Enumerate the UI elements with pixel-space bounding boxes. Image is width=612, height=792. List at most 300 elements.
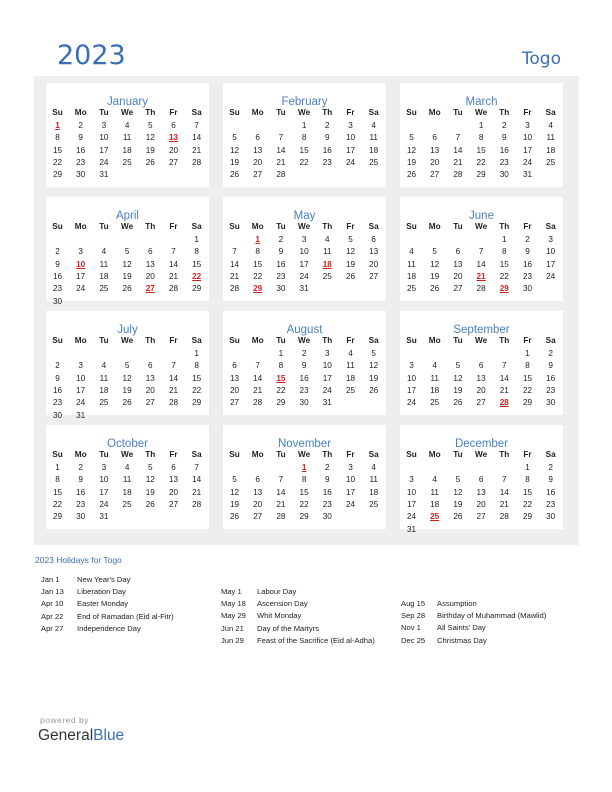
calendar-day: 18 [99,385,109,395]
calendar-day: 25 [99,398,109,408]
holiday-entry [221,636,396,648]
holiday-entry [401,636,576,648]
weekday-header: Th [322,336,333,345]
calendar-day: 2 [548,463,553,472]
calendar-day: 5 [348,235,353,244]
holiday-name: Christmas Day [437,635,487,645]
holiday-day: 15 [276,373,286,383]
weekday-header: Tu [276,336,286,345]
calendar-day: 16 [499,145,509,155]
weekday-header: Tu [276,108,286,117]
calendar-day: 12 [229,487,240,497]
calendar-day: 21 [499,499,509,509]
calendar-day: 26 [345,271,356,281]
month-name: December [454,438,509,450]
calendar-day: 13 [453,259,463,269]
brand-general: General [38,727,94,744]
calendar-day: 22 [299,157,309,167]
calendar-day: 8 [255,247,260,257]
calendar-day: 18 [369,487,379,497]
calendar-day: 5 [124,361,130,371]
calendar-day: 20 [168,145,179,155]
calendar-day: 15 [52,487,63,497]
calendar-day: 24 [522,157,533,167]
calendar-day: 3 [325,349,330,358]
calendar-day: 16 [76,487,86,497]
calendar-day: 17 [76,271,86,281]
calendar-day: 15 [192,259,202,269]
calendar-day: 3 [548,235,553,244]
month-name: July [117,324,138,336]
holiday-name: End of Ramadan (Eid al-Fitr) [77,611,174,621]
calendar-day: 24 [99,499,109,509]
calendar-day: 9 [325,475,330,485]
calendar-day: 21 [168,385,179,395]
calendar-day: 31 [76,410,86,420]
calendar-day: 6 [148,361,153,371]
calendar-day: 12 [145,475,155,485]
calendar-day: 21 [276,157,286,167]
calendar-day: 3 [101,463,107,472]
holiday-column-2 [221,587,396,648]
calendar-day: 27 [145,398,155,408]
calendar-day: 27 [430,170,440,180]
calendar-day: 18 [122,487,132,497]
calendar-day: 27 [476,512,486,522]
holiday-column-1 [41,575,211,636]
calendar-day: 17 [345,487,356,497]
calendar-day: 22 [522,385,533,395]
calendar-day: 11 [99,373,109,383]
calendar-day: 18 [369,145,379,155]
calendar-day: 15 [522,487,533,497]
weekday-header: Fr [523,222,532,231]
calendar-day: 29 [52,512,63,522]
calendar-day: 11 [122,475,132,485]
holiday-name: Day of the Martyrs [257,623,320,633]
calendar-day: 22 [299,499,309,509]
month-name: April [115,210,139,222]
calendar-day: 7 [478,247,484,257]
calendar-day: 25 [369,499,379,509]
calendar-day: 22 [253,271,263,281]
month-name: February [281,96,328,108]
calendar-day: 5 [455,361,461,371]
weekday-header: Su [52,336,63,345]
month-name: June [469,210,494,222]
holiday-day: 28 [499,398,509,408]
month-name: October [107,438,148,450]
month-name: May [293,210,316,222]
calendar-day: 13 [253,487,263,497]
month-april [46,197,209,306]
calendar-day: 14 [476,259,486,269]
calendar-day: 4 [101,361,107,371]
weekday-header: Mo [251,222,264,231]
calendar-day: 13 [145,259,155,269]
weekday-header: Sa [545,336,556,345]
weekday-header: Su [406,450,417,459]
calendar-day: 13 [229,373,240,383]
holiday-date: May 18 [221,599,246,609]
calendar-day: 2 [55,247,60,257]
calendar-day: 20 [145,385,155,395]
holiday-name: Independence Day [77,623,141,633]
calendar-day: 3 [78,361,83,371]
holiday-entry [401,611,576,623]
calendar-day: 4 [325,235,330,244]
holiday-entry [41,624,211,636]
brand-logo[interactable] [38,727,124,745]
calendar-day: 10 [345,133,356,143]
calendar-day: 29 [52,170,63,180]
calendar-day: 10 [546,247,556,257]
weekday-header: Su [229,108,240,117]
calendar-day: 8 [301,475,307,485]
calendar-day: 28 [276,170,286,180]
calendar-day: 7 [255,361,260,371]
calendar-day: 11 [323,247,332,257]
weekday-header: We [121,336,134,345]
calendar-day: 25 [369,157,379,167]
calendar-day: 24 [546,271,556,281]
holiday-day: 29 [499,284,509,294]
weekday-header: Th [499,336,510,345]
calendar-day: 2 [502,121,507,130]
calendar-day: 21 [229,271,240,281]
calendar-day: 11 [546,133,555,143]
calendar-day: 7 [194,463,199,472]
weekday-header: Mo [428,336,441,345]
calendar-day: 28 [192,499,202,509]
calendar-day: 4 [432,475,437,485]
calendar-day: 6 [255,475,260,485]
calendar-day: 18 [99,271,109,281]
calendar-day: 24 [345,499,356,509]
calendar-day: 9 [78,133,83,143]
calendar-day: 12 [369,361,379,371]
holiday-entry [41,575,211,587]
calendar-day: 9 [548,475,553,485]
calendar-day: 30 [546,398,556,408]
holiday-date: May 1 [221,587,242,596]
month-october [46,425,209,529]
weekday-header: Mo [251,108,264,117]
calendar-day: 10 [522,133,533,143]
weekday-header: Su [52,108,63,117]
calendar-day: 23 [522,271,533,281]
weekday-header: We [298,108,311,117]
holiday-entry [401,599,576,611]
calendar-day: 8 [194,361,199,371]
calendar-day: 29 [192,284,202,294]
calendar-day: 5 [148,121,153,130]
calendar-day: 7 [502,475,507,485]
holiday-name: Assumption [437,599,477,608]
weekday-header: Fr [523,108,532,117]
holiday-entry [221,611,396,623]
calendar-day: 1 [502,235,507,244]
calendar-day: 21 [192,145,202,155]
calendar-day: 13 [168,475,179,485]
calendar-day: 19 [453,499,463,509]
calendar-day: 22 [52,499,63,509]
holiday-entry [41,587,211,599]
calendar-day: 21 [499,385,509,395]
calendar-day: 30 [276,284,286,294]
holiday-date: Jan 1 [41,575,60,584]
weekday-header: We [475,450,488,459]
calendar-day: 13 [476,487,486,497]
calendar-day: 27 [168,499,179,509]
calendar-day: 27 [229,398,240,408]
calendar-day: 29 [192,398,202,408]
holiday-name: Liberation Day [77,587,126,597]
calendar-day: 12 [122,259,132,269]
month-name: August [286,324,323,336]
calendar-day: 12 [453,373,463,383]
calendar-day: 23 [322,157,332,167]
weekday-header: Su [229,450,240,459]
weekday-header: Mo [428,222,441,231]
calendar-day: 16 [522,259,533,269]
calendar-day: 20 [168,487,179,497]
calendar-day: 31 [322,398,332,408]
calendar-day: 29 [299,512,309,522]
weekday-header: Tu [99,450,109,459]
holiday-day: 18 [322,259,332,269]
calendar-day: 26 [369,385,379,395]
calendar-day: 11 [430,487,439,497]
weekday-header: Fr [346,450,355,459]
year-title: 2023 [57,40,126,71]
calendar-day: 2 [325,463,330,472]
calendar-day: 23 [276,271,286,281]
weekday-header: Th [322,108,333,117]
calendar-day: 11 [346,361,355,371]
calendar-day: 1 [525,463,530,472]
calendar-day: 6 [371,235,376,244]
weekday-header: Fr [523,450,532,459]
powered-by-text: powered by [40,715,89,725]
calendar-day: 1 [478,121,484,130]
calendar-day: 24 [345,157,356,167]
calendar-day: 27 [253,170,263,180]
calendar-day: 27 [253,512,263,522]
calendar-day: 8 [301,133,307,143]
weekday-header: Mo [74,222,87,231]
calendar-day: 25 [546,157,556,167]
calendar-day: 19 [345,259,356,269]
holiday-date: Aug 15 [401,599,426,608]
weekday-header: Tu [453,222,463,231]
calendar-day: 14 [499,487,509,497]
weekday-header: Sa [191,450,202,459]
calendar-day: 6 [171,121,176,130]
calendar-day: 23 [299,385,309,395]
weekday-header: Th [322,222,333,231]
calendar-day: 17 [99,487,109,497]
weekday-header: We [121,222,134,231]
month-name: November [277,438,332,450]
calendar-day: 10 [99,475,109,485]
calendar-day: 17 [345,145,356,155]
holiday-day: 1 [301,463,307,472]
calendar-day: 23 [546,385,556,395]
weekday-header: Fr [523,336,532,345]
weekday-header: Th [322,450,333,459]
calendar-day: 25 [430,398,440,408]
calendar-day: 16 [322,145,332,155]
calendar-day: 13 [369,247,379,257]
weekday-header: We [298,450,311,459]
calendar-day: 18 [546,145,556,155]
weekday-header: Sa [191,222,202,231]
calendar-day: 8 [478,133,484,143]
calendar-day: 9 [525,247,530,257]
calendar-day: 19 [369,373,379,383]
calendar-day: 2 [525,235,530,244]
calendar-day: 5 [148,463,153,472]
calendar-day: 17 [522,145,533,155]
calendar-day: 15 [299,487,309,497]
calendar-day: 23 [52,398,63,408]
calendar-day: 26 [229,512,240,522]
calendar-day: 2 [548,349,553,358]
calendar-day: 9 [278,247,284,257]
calendar-day: 27 [168,157,179,167]
calendar-day: 4 [101,247,107,257]
calendar-day: 20 [369,259,379,269]
calendar-day: 1 [55,463,60,472]
weekday-header: Tu [453,450,463,459]
calendar-day: 12 [453,487,463,497]
weekday-header: Th [499,450,510,459]
calendar-day: 16 [52,385,63,395]
calendar-day: 16 [276,259,286,269]
calendar-day: 10 [76,373,86,383]
calendar-day: 19 [430,271,440,281]
calendar-day: 20 [253,499,263,509]
holiday-day: 29 [253,284,263,294]
calendar-day: 9 [325,133,330,143]
calendar-day: 14 [192,133,202,143]
calendar-day: 31 [99,170,109,180]
calendar-day: 12 [145,133,155,143]
calendar-day: 6 [478,361,484,371]
calendar-day: 6 [148,247,153,257]
holiday-date: Dec 25 [401,635,426,645]
calendar-day: 27 [369,271,379,281]
calendar-day: 30 [499,170,509,180]
calendar-day: 13 [476,373,486,383]
calendar-day: 28 [192,157,202,167]
calendar-day: 29 [522,512,533,522]
calendar-day: 1 [194,235,199,244]
calendar-day: 13 [253,145,263,155]
calendar-day: 26 [145,499,155,509]
holiday-name: Easter Monday [77,599,129,609]
holiday-name: Birthday of Muhammad (Mawlid) [437,611,547,621]
calendar-day: 16 [546,373,556,383]
weekday-header: Fr [169,450,178,459]
weekday-header: Su [229,222,240,231]
month-february [223,83,386,187]
holiday-date: Nov 1 [401,623,421,633]
weekday-header: Fr [346,222,355,231]
calendar-day: 30 [52,410,63,420]
month-march [400,83,563,187]
calendar-day: 17 [546,259,556,269]
calendar-day: 19 [145,487,155,497]
calendar-day: 22 [476,157,486,167]
weekday-header: Tu [99,336,109,345]
calendar-day: 9 [502,133,507,143]
calendar-day: 16 [76,145,86,155]
calendar-day: 27 [453,284,463,294]
calendar-day: 4 [548,121,553,130]
calendar-day: 9 [55,259,60,269]
calendar-day: 18 [345,373,356,383]
calendar-day: 17 [322,373,332,383]
calendar-day: 9 [301,361,307,371]
calendar-day: 22 [52,157,63,167]
calendar-day: 23 [546,499,556,509]
calendar-day: 28 [476,284,486,294]
holiday-date: May 29 [221,611,246,621]
calendar-day: 4 [348,349,353,358]
calendar-day: 11 [369,133,378,143]
calendar-day: 25 [322,271,332,281]
calendar-day: 24 [99,157,109,167]
holiday-day: 25 [430,512,440,522]
calendar-day: 3 [101,121,107,130]
calendar-day: 2 [78,121,83,130]
calendar-day: 26 [229,170,240,180]
calendar-day: 26 [122,284,132,294]
calendar-day: 19 [406,157,417,167]
calendar-day: 29 [276,398,286,408]
weekday-header: Mo [251,336,264,345]
calendar-day: 4 [124,121,130,130]
calendar-day: 5 [232,133,237,143]
calendar-day: 20 [253,157,263,167]
calendar-day: 20 [145,271,155,281]
calendar-day: 14 [499,373,509,383]
calendar-day: 12 [406,145,417,155]
calendar-day: 14 [276,487,286,497]
month-may [223,197,386,301]
calendar-day: 11 [99,259,109,269]
holiday-entry [401,623,576,635]
calendar-day: 6 [478,475,484,485]
calendar-day: 26 [453,398,463,408]
month-november [223,425,386,529]
weekday-header: Su [406,336,417,345]
calendar-day: 8 [502,247,507,257]
calendar-day: 9 [55,373,60,383]
calendar-day: 4 [371,463,376,472]
weekday-header: We [121,108,134,117]
calendar-day: 11 [430,373,439,383]
calendar-day: 24 [322,385,332,395]
calendar-day: 25 [406,284,417,294]
holiday-entry [41,612,211,624]
calendar-day: 21 [276,499,286,509]
holiday-day: 10 [76,259,86,269]
calendar-day: 15 [522,373,533,383]
holiday-date: Sep 28 [401,611,426,621]
